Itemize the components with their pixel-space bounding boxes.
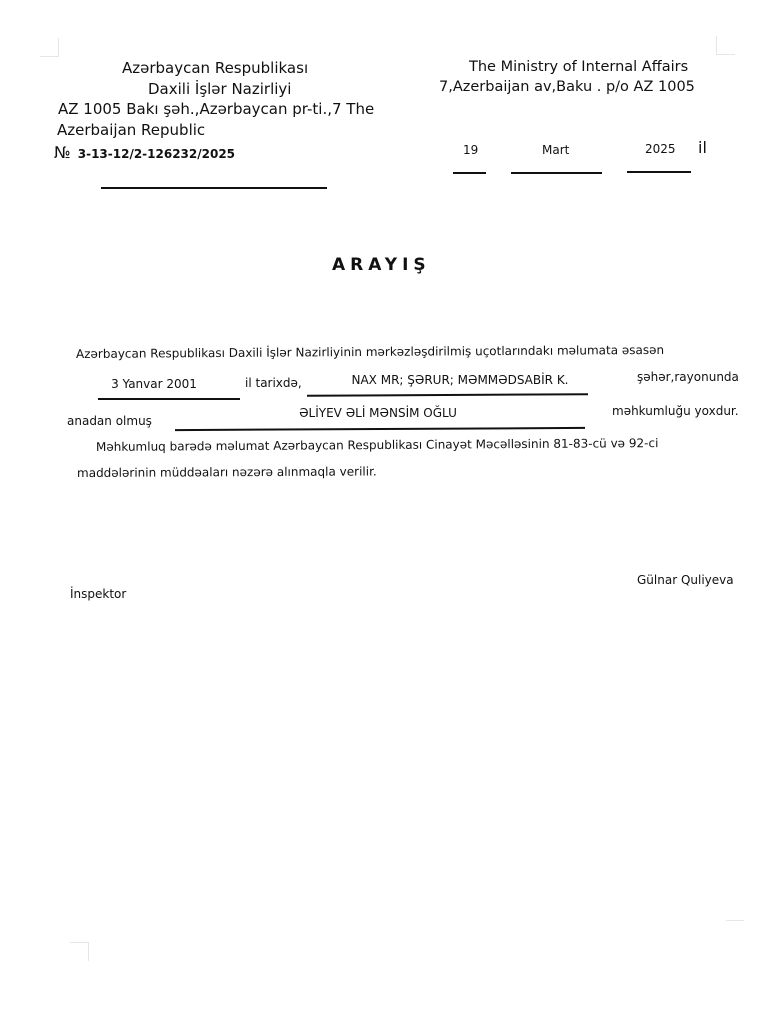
date-month: Mart (542, 143, 570, 157)
signature-name: Gülnar Quliyeva (637, 573, 734, 587)
date-suffix: il (698, 138, 707, 157)
conviction-status: məhkumluğu yoxdur. (612, 404, 739, 418)
person-name-underline (175, 427, 585, 431)
document-number (54, 143, 235, 162)
document-title: ARAYIŞ (332, 255, 431, 275)
number-symbol: № (54, 143, 71, 162)
scan-corner-mark-top-left (40, 38, 59, 57)
header-left-ministry: Daxili İşlər Nazirliyi (148, 80, 292, 98)
document-number-value: 3-13-12/2-126232/2025 (77, 147, 236, 161)
scan-corner-mark-bottom-left (70, 942, 89, 961)
body-intro: Azərbaycan Respublikası Daxili İşlər Nazirliyinin mərkəzləşdirilmiş uçotlarındakı məlumata əsasən (75, 342, 665, 361)
header-right-ministry: The Ministry of Internal Affairs (469, 59, 689, 75)
header-left-address-line2: Azerbaijan Republic (57, 121, 206, 139)
date-label: il tarixdə, (245, 376, 302, 390)
date-month-underline (511, 172, 602, 174)
header-left-address-line1: AZ 1005 Bakı şəh.,Azərbaycan pr-ti.,7 The (58, 100, 375, 118)
city-label: şəhər,rayonunda (637, 370, 739, 384)
scan-corner-mark-top-right (716, 36, 735, 55)
birth-date-value: 3 Yanvar 2001 (111, 377, 197, 391)
header-left-country: Azərbaycan Respublikası (122, 59, 309, 77)
date-year: 2025 (645, 142, 676, 156)
date-day-underline (453, 172, 486, 174)
birth-date-underline (98, 398, 240, 400)
birthplace-value: NAX MR; ŞƏRUR; MƏMMƏDSABİR K. (351, 373, 569, 387)
note-line2: maddələrinin müddəaları nəzərə alınmaqla verilir. (76, 464, 377, 480)
date-year-underline (627, 171, 691, 173)
signature-role: İnspektor (70, 587, 127, 601)
note-line1: Məhkumluq barədə məlumat Azərbaycan Respublikası Cinayət Məcəlləsinin 81-83-cü və 92-ci (95, 436, 659, 454)
header-right-address: 7,Azerbaijan av,Baku . p/o AZ 1005 (439, 79, 695, 95)
header-left-underline (101, 187, 327, 189)
person-name-value: ƏLİYEV ƏLİ MƏNSİM OĞLU (299, 406, 457, 420)
birthplace-underline (307, 393, 588, 396)
scan-corner-mark-bottom-right (726, 920, 744, 939)
date-day: 19 (463, 143, 479, 157)
born-label: anadan olmuş (67, 414, 152, 428)
